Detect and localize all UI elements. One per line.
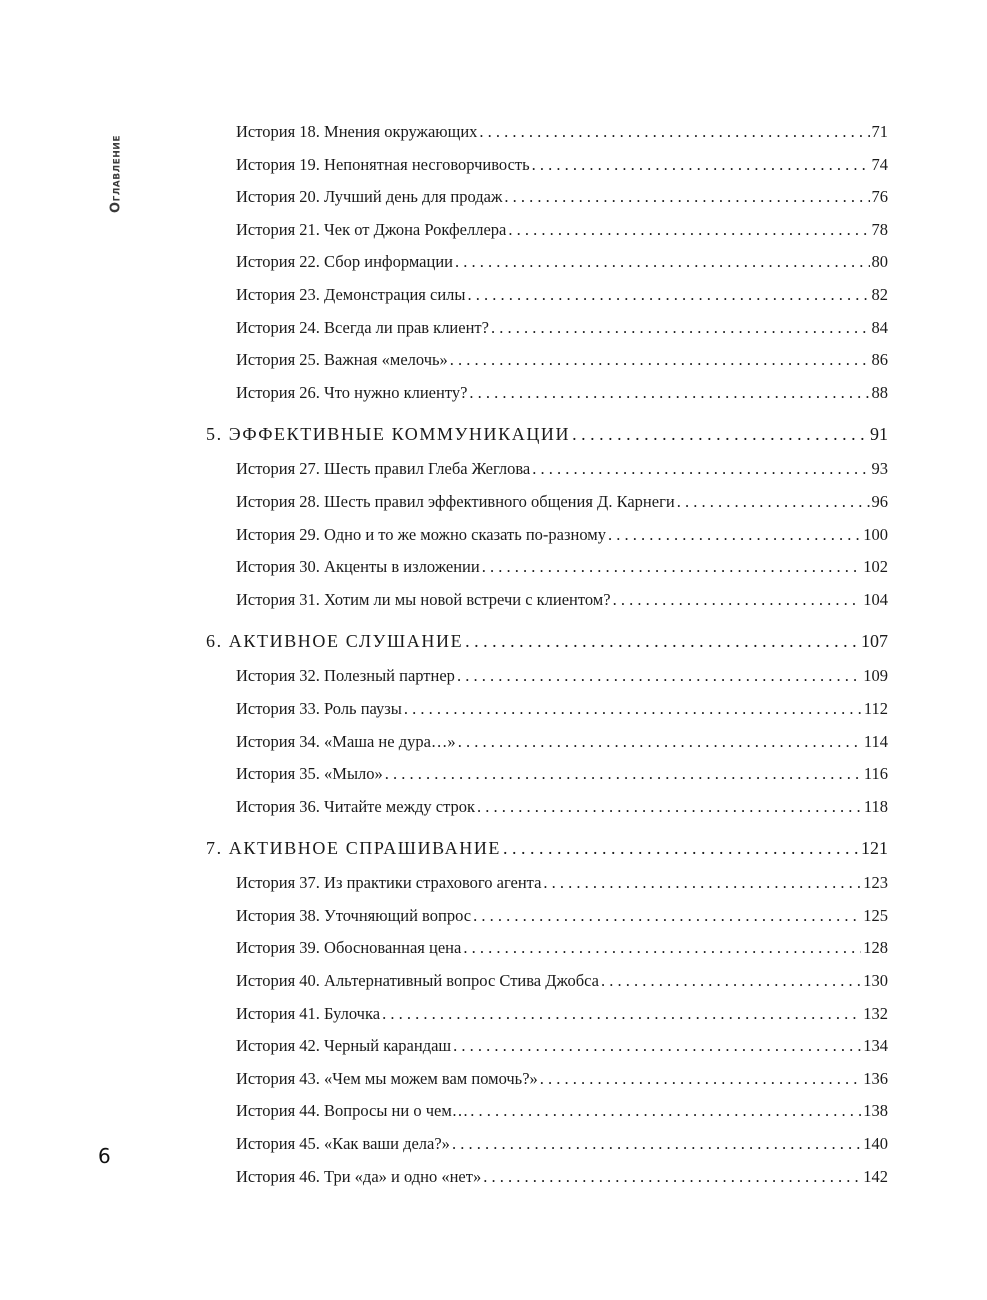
- toc-story-entry[interactable]: [236, 791, 888, 824]
- toc-page-number: 142: [863, 1166, 888, 1186]
- toc-story-entry[interactable]: [236, 116, 888, 149]
- dot-leader: [613, 584, 862, 617]
- story-title: История 37. Из практики страхового агента: [236, 873, 542, 893]
- story-title: История 29. Одно и то же можно сказать по-разному: [236, 524, 606, 544]
- dot-leader: [491, 312, 870, 345]
- story-title: История 36. Читайте между строк: [236, 796, 475, 816]
- toc-page-number: 82: [871, 284, 888, 304]
- toc-page-number: 130: [863, 971, 888, 991]
- dot-leader: [532, 453, 869, 486]
- dot-leader: [457, 660, 861, 693]
- dot-leader: [508, 214, 869, 247]
- toc-story-entry[interactable]: [236, 1063, 888, 1096]
- dot-leader: [473, 900, 861, 933]
- toc-page-number: 136: [863, 1068, 888, 1088]
- dot-leader: [463, 932, 861, 965]
- section-side-label: [106, 124, 126, 224]
- toc-page-number: 128: [863, 938, 888, 958]
- toc-page-number: 96: [871, 491, 888, 511]
- story-title: История 42. Черный карандаш: [236, 1036, 452, 1056]
- story-title: История 26. Что нужно клиенту?: [236, 382, 468, 402]
- toc-page-number: 138: [863, 1101, 888, 1121]
- toc-story-entry[interactable]: [236, 867, 888, 900]
- story-title: История 39. Обоснованная цена: [236, 938, 462, 958]
- story-title: История 19. Непонятная несговорчивость: [236, 154, 530, 174]
- dot-leader: [677, 486, 870, 519]
- toc-page-number: 107: [861, 631, 888, 652]
- toc-page-number: 80: [871, 252, 888, 272]
- story-title: История 21. Чек от Джона Рокфеллера: [236, 219, 507, 239]
- toc-story-entry[interactable]: [236, 279, 888, 312]
- toc-story-entry[interactable]: [236, 965, 888, 998]
- dot-leader: [479, 116, 869, 149]
- side-label-text: Оглавление: [108, 135, 124, 213]
- chapter-title: 7. АКТИВНОЕ СПРАШИВАНИЕ: [206, 838, 502, 859]
- chapter-title: 6. АКТИВНОЕ СЛУШАНИЕ: [206, 631, 464, 652]
- dot-leader: [572, 415, 868, 453]
- dot-leader: [470, 1095, 861, 1128]
- toc-page-number: 134: [863, 1036, 888, 1056]
- toc-chapter-entry[interactable]: [206, 622, 888, 660]
- toc-page-number: 84: [871, 317, 888, 337]
- toc-story-entry[interactable]: [236, 660, 888, 693]
- table-of-contents: [206, 116, 888, 1193]
- story-title: История 33. Роль паузы: [236, 698, 402, 718]
- dot-leader: [382, 998, 861, 1031]
- dot-leader: [465, 622, 859, 660]
- toc-story-entry[interactable]: [236, 246, 888, 279]
- toc-chapter-entry[interactable]: [206, 829, 888, 867]
- toc-story-entry[interactable]: [236, 149, 888, 182]
- toc-page-number: 125: [863, 905, 888, 925]
- toc-story-entry[interactable]: [236, 758, 888, 791]
- toc-story-entry[interactable]: [236, 1030, 888, 1063]
- toc-story-entry[interactable]: [236, 312, 888, 345]
- toc-page-number: 121: [861, 838, 888, 859]
- dot-leader: [543, 867, 861, 900]
- toc-page-number: 93: [871, 459, 888, 479]
- toc-page-number: 78: [871, 219, 888, 239]
- story-title: История 31. Хотим ли мы новой встречи с клиентом?: [236, 589, 611, 609]
- story-title: История 28. Шесть правил эффективного общения Д. Карнеги: [236, 491, 675, 511]
- story-title: История 46. Три «да» и одно «нет»: [236, 1166, 482, 1186]
- toc-story-entry[interactable]: [236, 1095, 888, 1128]
- toc-page-number: 116: [863, 764, 888, 784]
- toc-page-number: 104: [863, 589, 888, 609]
- toc-page-number: 123: [863, 873, 888, 893]
- dot-leader: [532, 149, 870, 182]
- story-title: История 27. Шесть правил Глеба Жеглова: [236, 459, 531, 479]
- dot-leader: [453, 1030, 861, 1063]
- dot-leader: [477, 791, 862, 824]
- page-number: 6: [98, 1144, 111, 1168]
- dot-leader: [540, 1063, 861, 1096]
- toc-page-number: 109: [863, 666, 888, 686]
- toc-page-number: 132: [863, 1003, 888, 1023]
- toc-page-number: 76: [871, 187, 888, 207]
- dot-leader: [404, 693, 862, 726]
- story-title: История 43. «Чем мы можем вам помочь?»: [236, 1068, 538, 1088]
- toc-page-number: 74: [871, 154, 888, 174]
- toc-story-entry[interactable]: [236, 344, 888, 377]
- toc-story-entry[interactable]: [236, 551, 888, 584]
- toc-story-entry[interactable]: [236, 453, 888, 486]
- toc-page-number: 88: [871, 382, 888, 402]
- dot-leader: [468, 279, 870, 312]
- dot-leader: [608, 519, 861, 552]
- toc-page-number: 114: [863, 731, 888, 751]
- dot-leader: [385, 758, 862, 791]
- story-title: История 30. Акценты в изложении: [236, 557, 480, 577]
- toc-story-entry[interactable]: [236, 519, 888, 552]
- dot-leader: [503, 829, 859, 867]
- dot-leader: [452, 1128, 861, 1161]
- story-title: История 20. Лучший день для продаж: [236, 187, 503, 207]
- toc-page-number: 91: [870, 424, 888, 445]
- story-title: История 35. «Мыло»: [236, 764, 383, 784]
- toc-story-entry[interactable]: [236, 214, 888, 247]
- story-title: История 22. Сбор информации: [236, 252, 453, 272]
- story-title: История 41. Булочка: [236, 1003, 381, 1023]
- dot-leader: [483, 1161, 861, 1194]
- story-title: История 40. Альтернативный вопрос Стива Джобса: [236, 971, 599, 991]
- story-title: История 23. Демонстрация силы: [236, 284, 466, 304]
- story-title: История 44. Вопросы ни о чем…: [236, 1101, 469, 1121]
- toc-story-entry[interactable]: [236, 900, 888, 933]
- story-title: История 24. Всегда ли прав клиент?: [236, 317, 489, 337]
- dot-leader: [601, 965, 861, 998]
- dot-leader: [482, 551, 862, 584]
- toc-chapter-entry[interactable]: [206, 415, 888, 453]
- toc-story-entry[interactable]: [236, 486, 888, 519]
- toc-story-entry[interactable]: [236, 584, 888, 617]
- dot-leader: [455, 246, 870, 279]
- story-title: История 45. «Как ваши дела?»: [236, 1134, 450, 1154]
- toc-page-number: 118: [863, 796, 888, 816]
- toc-page-number: 112: [863, 698, 888, 718]
- story-title: История 32. Полезный партнер: [236, 666, 455, 686]
- toc-story-entry[interactable]: [236, 1161, 888, 1194]
- toc-story-entry[interactable]: [236, 998, 888, 1031]
- toc-page-number: 140: [863, 1134, 888, 1154]
- dot-leader: [458, 726, 862, 759]
- toc-story-entry[interactable]: [236, 1128, 888, 1161]
- story-title: История 38. Уточняющий вопрос: [236, 905, 472, 925]
- dot-leader: [450, 344, 870, 377]
- toc-story-entry[interactable]: [236, 377, 888, 410]
- toc-story-entry[interactable]: [236, 693, 888, 726]
- toc-page-number: 86: [871, 350, 888, 370]
- story-title: История 18. Мнения окружающих: [236, 122, 478, 141]
- toc-page-number: 100: [863, 524, 888, 544]
- dot-leader: [504, 181, 869, 214]
- story-title: История 25. Важная «мелочь»: [236, 350, 448, 370]
- chapter-title: 5. ЭФФЕКТИВНЫЕ КОММУНИКАЦИИ: [206, 424, 571, 445]
- toc-story-entry[interactable]: [236, 932, 888, 965]
- toc-page-number: 71: [871, 122, 888, 141]
- toc-page-number: 102: [863, 557, 888, 577]
- dot-leader: [469, 377, 869, 410]
- toc-story-entry[interactable]: [236, 726, 888, 759]
- story-title: История 34. «Маша не дура…»: [236, 731, 456, 751]
- toc-story-entry[interactable]: [236, 181, 888, 214]
